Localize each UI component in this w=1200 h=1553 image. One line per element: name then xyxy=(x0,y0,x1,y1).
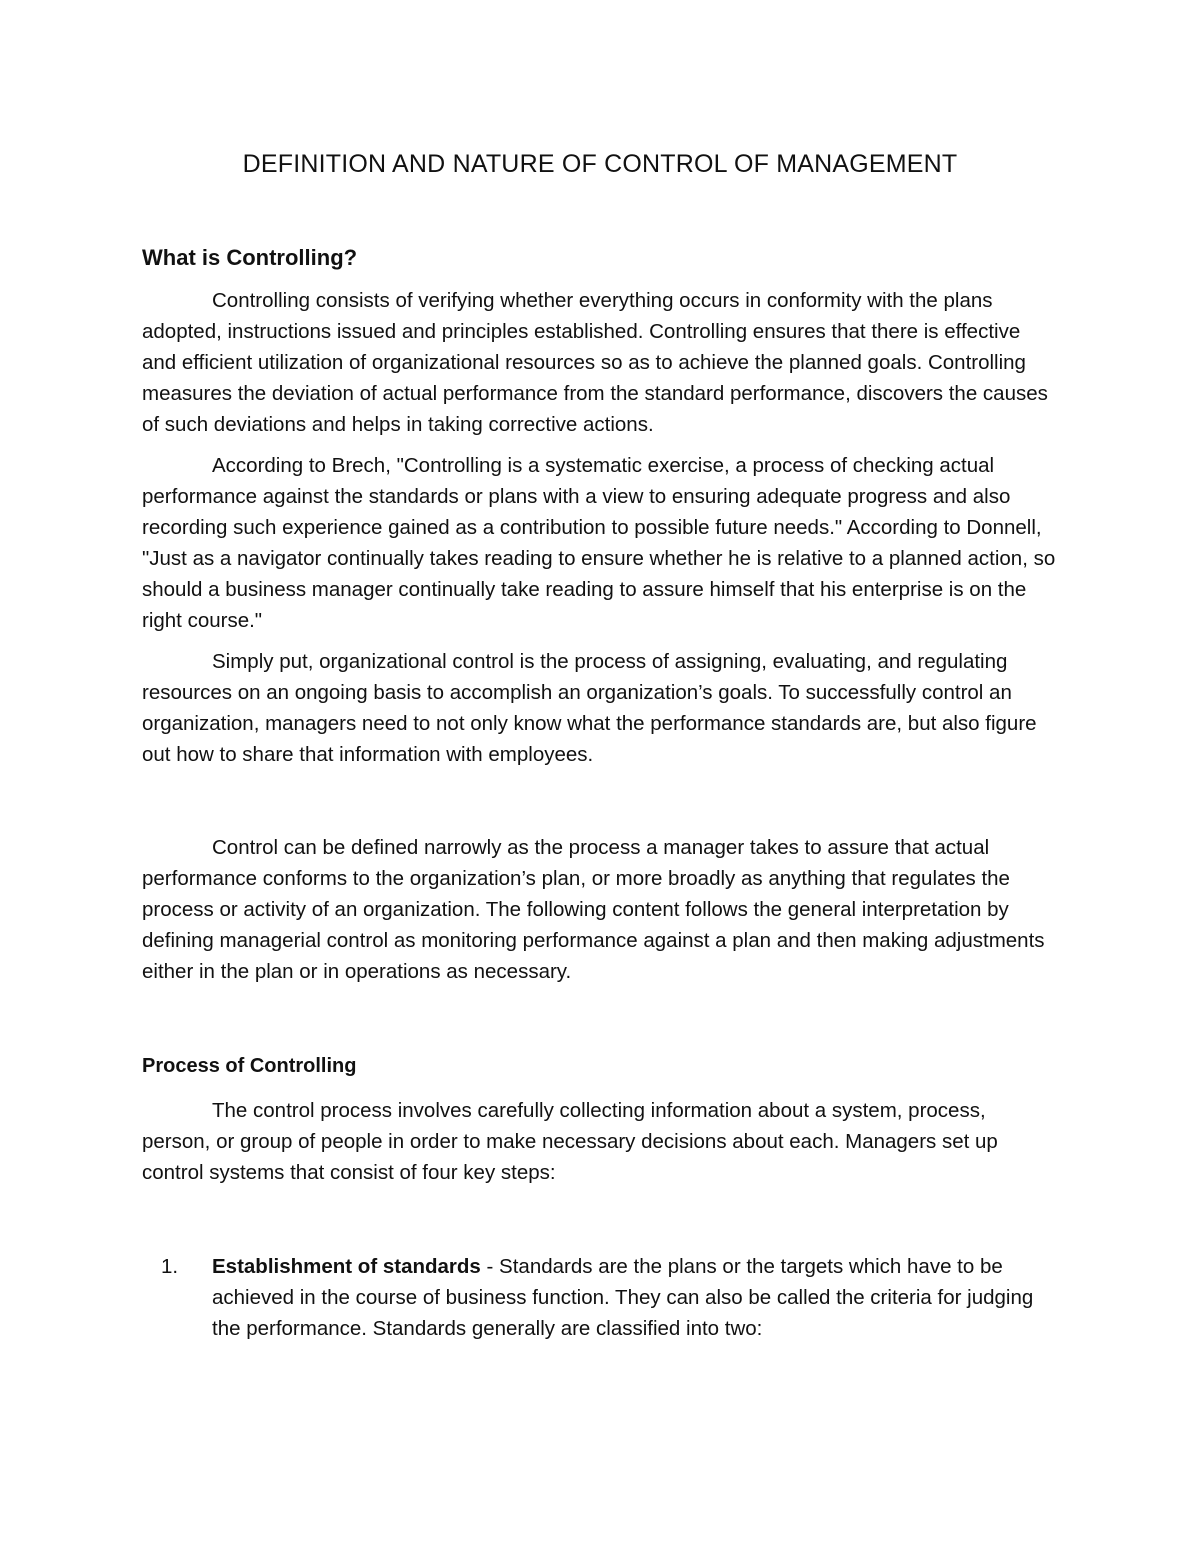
section-heading-process-of-controlling: Process of Controlling xyxy=(142,1055,357,1077)
list-item-text: - Standards are the plans or the targets which have to be achieved in the course of business function. They can also be called the criteria for judging the performance. Standards generally are classified into two: xyxy=(212,1255,1034,1340)
paragraph-organizational-control: Simply put, organizational control is the process of assigning, evaluating, and regulating resources on an ongoing basis to accomplish an organization’s goals. To successfully control an organization, managers need to not only know what the performance standards are, but also figure out how to share that information with employees. xyxy=(142,650,1037,766)
document-title: DEFINITION AND NATURE OF CONTROL OF MANAGEMENT xyxy=(242,150,958,178)
list-item-term: Establishment of standards xyxy=(212,1255,481,1278)
paragraph-brech-donnell-quotes: According to Brech, "Controlling is a systematic exercise, a process of checking actual performance against the standards or plans with a view to ensuring adequate progress and also recording such experience gained as a contribution to possible future needs." According to Donnell, "Just as a navigator continually takes reading to ensure whether he is relative to a planned action, so should a business manager continually take reading to assure himself that his enterprise is on the right course." xyxy=(142,454,1056,632)
steps-list xyxy=(142,1251,1058,1344)
list-item-number: 1. xyxy=(161,1255,179,1278)
section-heading-what-is-controlling: What is Controlling? xyxy=(142,245,358,270)
paragraph-control-narrow-broad: Control can be defined narrowly as the process a manager takes to assure that actual performance conforms to the organization’s plan, or more broadly as anything that regulates the process or activity of an organization. The following content follows the general interpretation by defining managerial control as monitoring performance against a plan and then making adjustments either in the plan or in operations as necessary. xyxy=(142,836,1045,983)
paragraph-control-process: The control process involves carefully collecting information about a system, process, person, or group of people in order to make necessary decisions about each. Managers set up control systems that consist of four key steps: xyxy=(142,1099,998,1184)
list-item xyxy=(142,1251,1058,1344)
paragraph-controlling-definition: Controlling consists of verifying whether everything occurs in conformity with the plans adopted, instructions issued and principles established. Controlling ensures that there is effective and efficient utilization of organizational resources so as to achieve the planned goals. Controlling measures the deviation of actual performance from the standard performance, discovers the causes of such deviations and helps in taking corrective actions. xyxy=(142,289,1048,436)
